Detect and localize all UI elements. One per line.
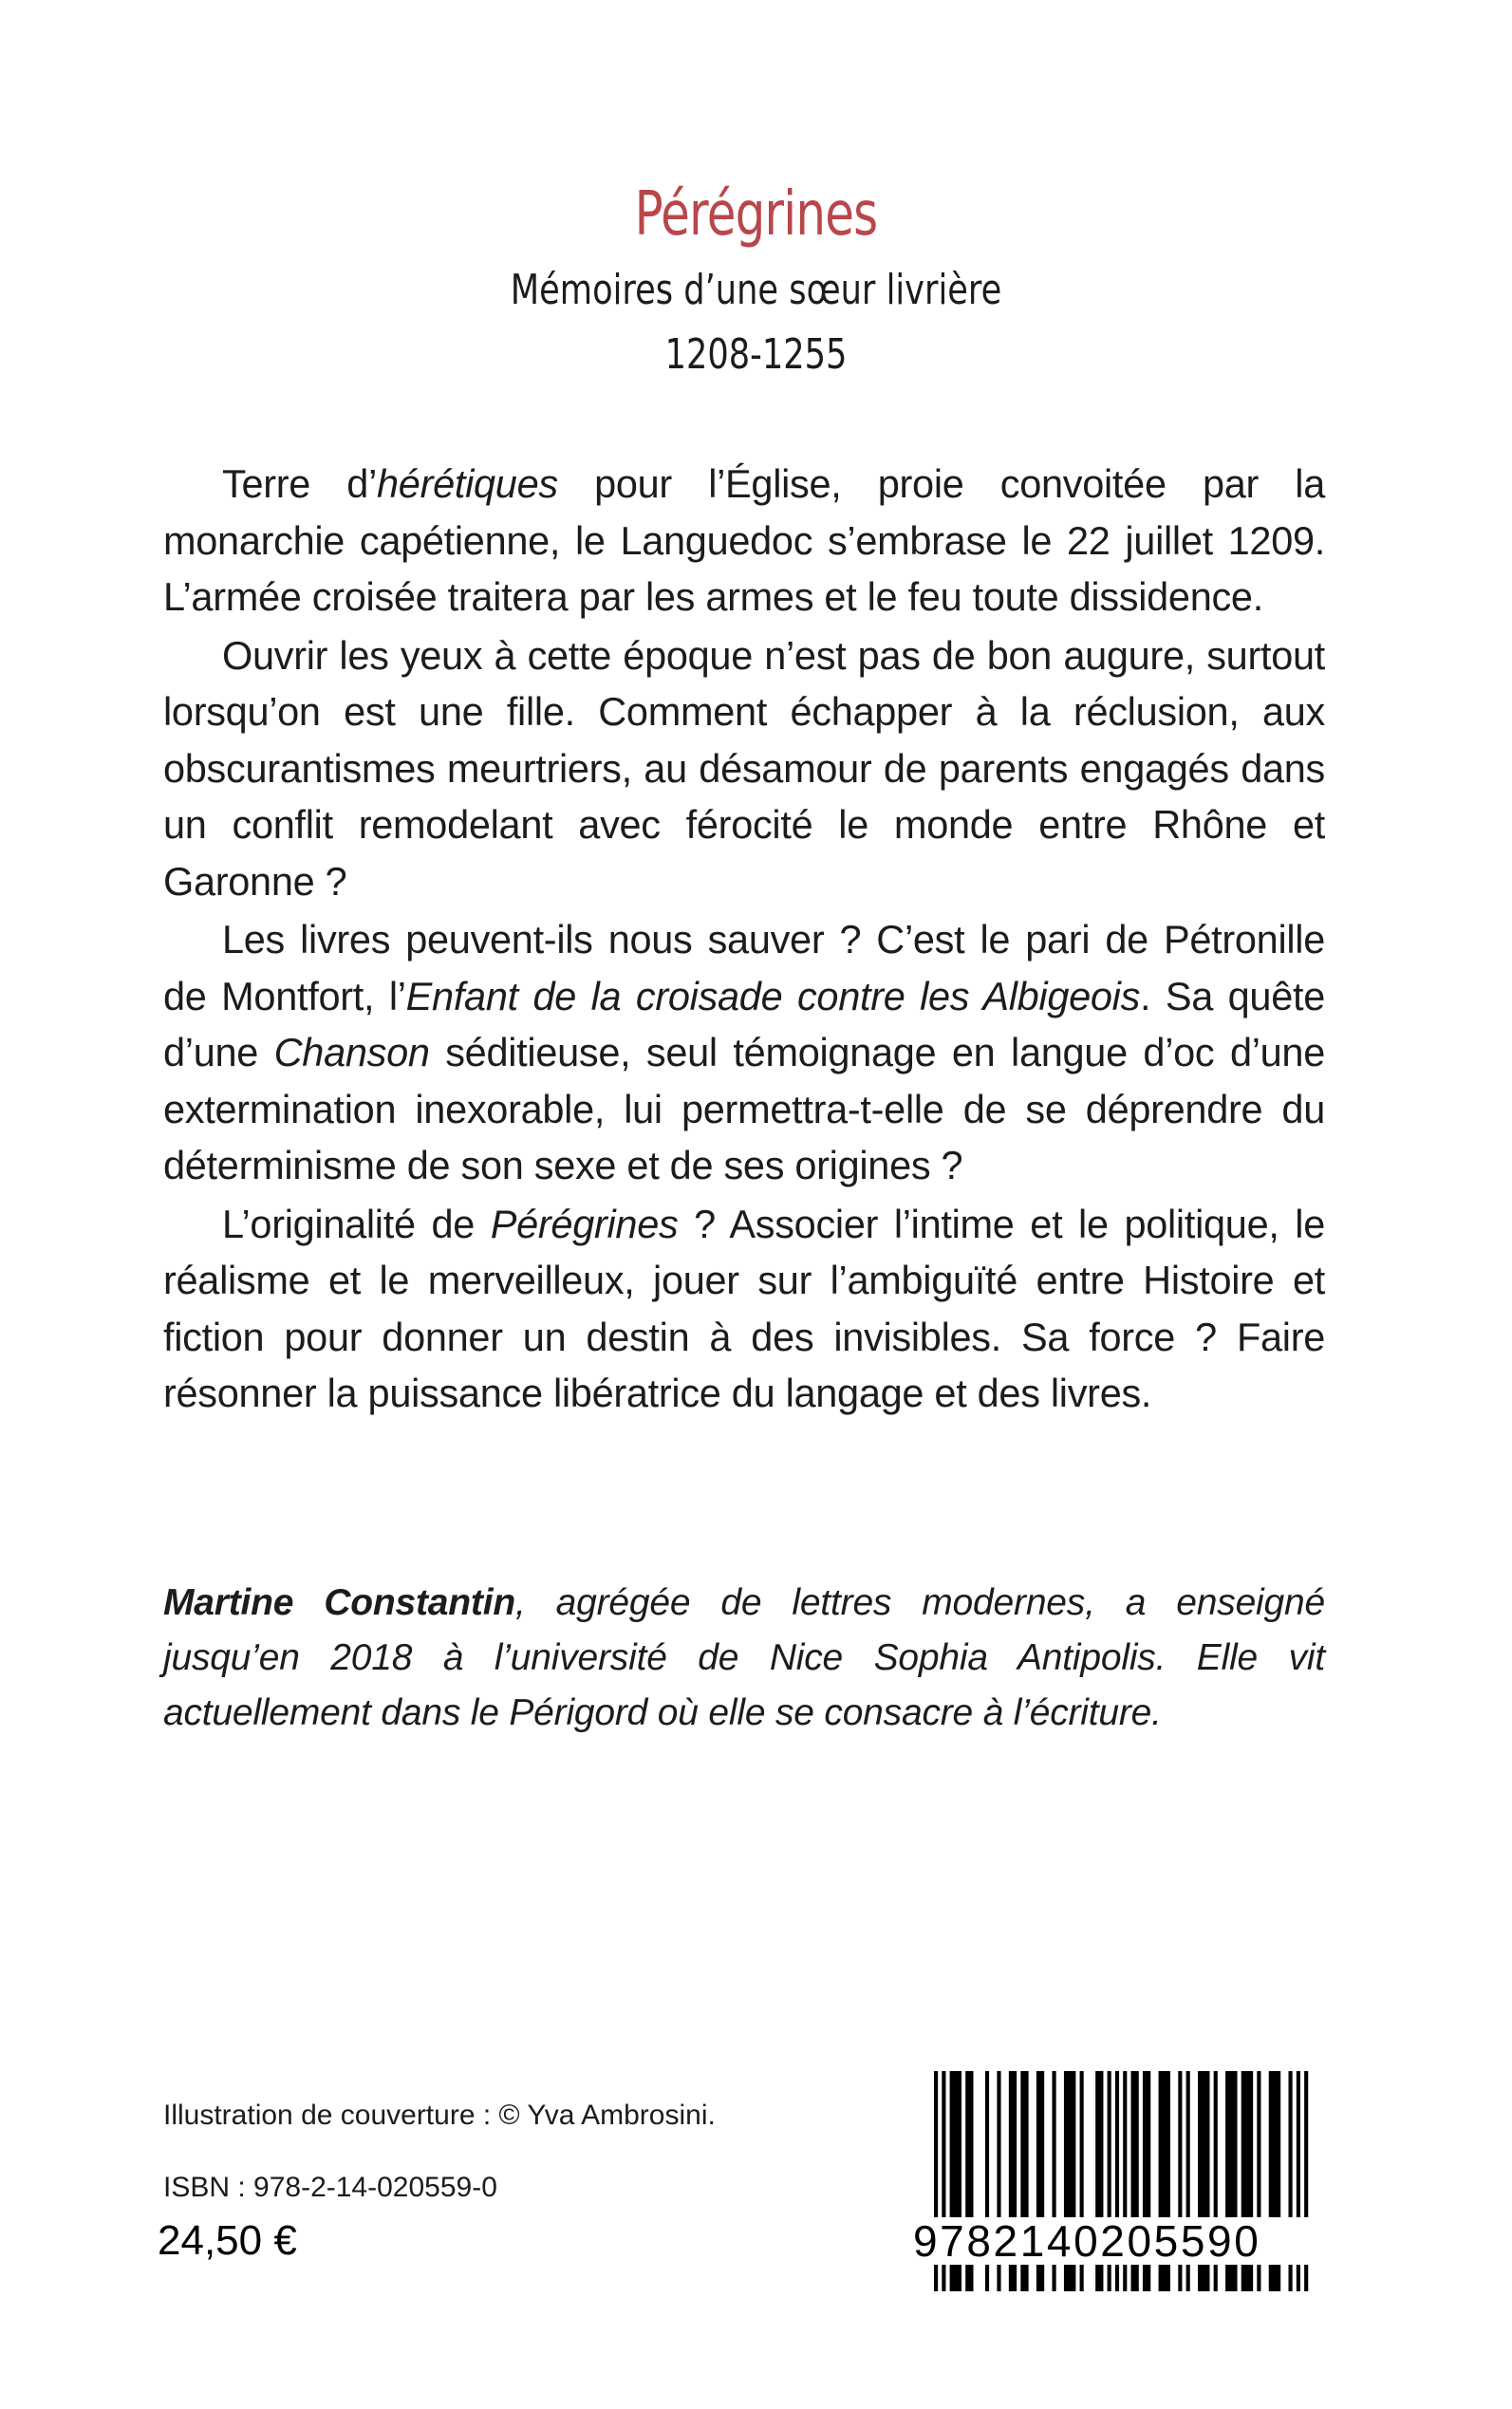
blurb-text: L’originalité de [222, 1201, 491, 1246]
blurb-text: séditieuse, seul témoignage en langue d’oc d’une extermination inexorable, lui permettra-t-elle de se déprendre du déterminisme de son sexe et de ses origines ? [163, 1030, 1325, 1187]
blurb-paragraph-4 [163, 1196, 1325, 1422]
author-bio [163, 1576, 1325, 1741]
book-years: 1208-1255 [664, 330, 848, 379]
blurb-paragraph-1 [163, 456, 1325, 626]
price: 24,50 € [158, 2217, 297, 2264]
blurb-text: . Sa quête d’une [163, 973, 1325, 1074]
blurb-emphasis: Pérégrines [490, 1201, 679, 1246]
blurb-emphasis: Enfant de la croisade contre les Albigeois [405, 973, 1141, 1018]
blurb-text: Terre d’ [222, 461, 378, 506]
isbn: ISBN : 978-2-14-020559-0 [163, 2172, 497, 2203]
blurb-emphasis: Chanson [273, 1030, 430, 1074]
author-bio-text: , agrégée de lettres modernes, a enseigné jusqu’en 2018 à l’université de Nice Sophia Antipolis. Elle vit actuellement dans le Périgord où elle se consacre à l’écriture. [163, 1582, 1325, 1733]
blurb-text: pour l’Église, proie convoitée par la monarchie capétienne, le Languedoc s’embrase le 22 juillet 1209. L’armée croisée traitera par les armes et le feu toute dissidence. [163, 461, 1326, 619]
blurb-paragraph-3 [163, 911, 1325, 1194]
blurb-text: Les livres peuvent-ils nous sauver ? C’est le pari de Pétronille de Montfort, l’ [163, 917, 1325, 1018]
author-name: Martine Constantin [163, 1582, 515, 1623]
book-subtitle: Mémoires d’une sœur livrière [510, 266, 1002, 314]
barcode-digits: 9782140205590 [913, 2217, 1312, 2265]
blurb-paragraph-2: Ouvrir les yeux à cette époque n’est pas de bon augure, surtout lorsqu’on est une fille. Comment échapper à la réclusion, aux obscurantismes meurtriers, au désamour de parents engagés dans un conflit remodelant avec férocité le monde entre Rhône et Garonne ? [163, 632, 1325, 904]
illustration-credit: Illustration de couverture : © Yva Ambrosini. [163, 2100, 716, 2131]
blurb [163, 456, 1325, 1422]
title-block [0, 171, 1512, 385]
blurb-text: ? Associer l’intime et le politique, le réalisme et le merveilleux, jouer sur l’ambiguïté entre Histoire et fiction pour donner un destin à des invisibles. Sa force ? Faire résonner la puissance libératrice du langage et des livres. [163, 1201, 1325, 1415]
book-title: Pérégrines [634, 179, 878, 250]
blurb-emphasis: hérétiques [377, 461, 558, 506]
author-bio-paragraph [163, 1576, 1325, 1741]
